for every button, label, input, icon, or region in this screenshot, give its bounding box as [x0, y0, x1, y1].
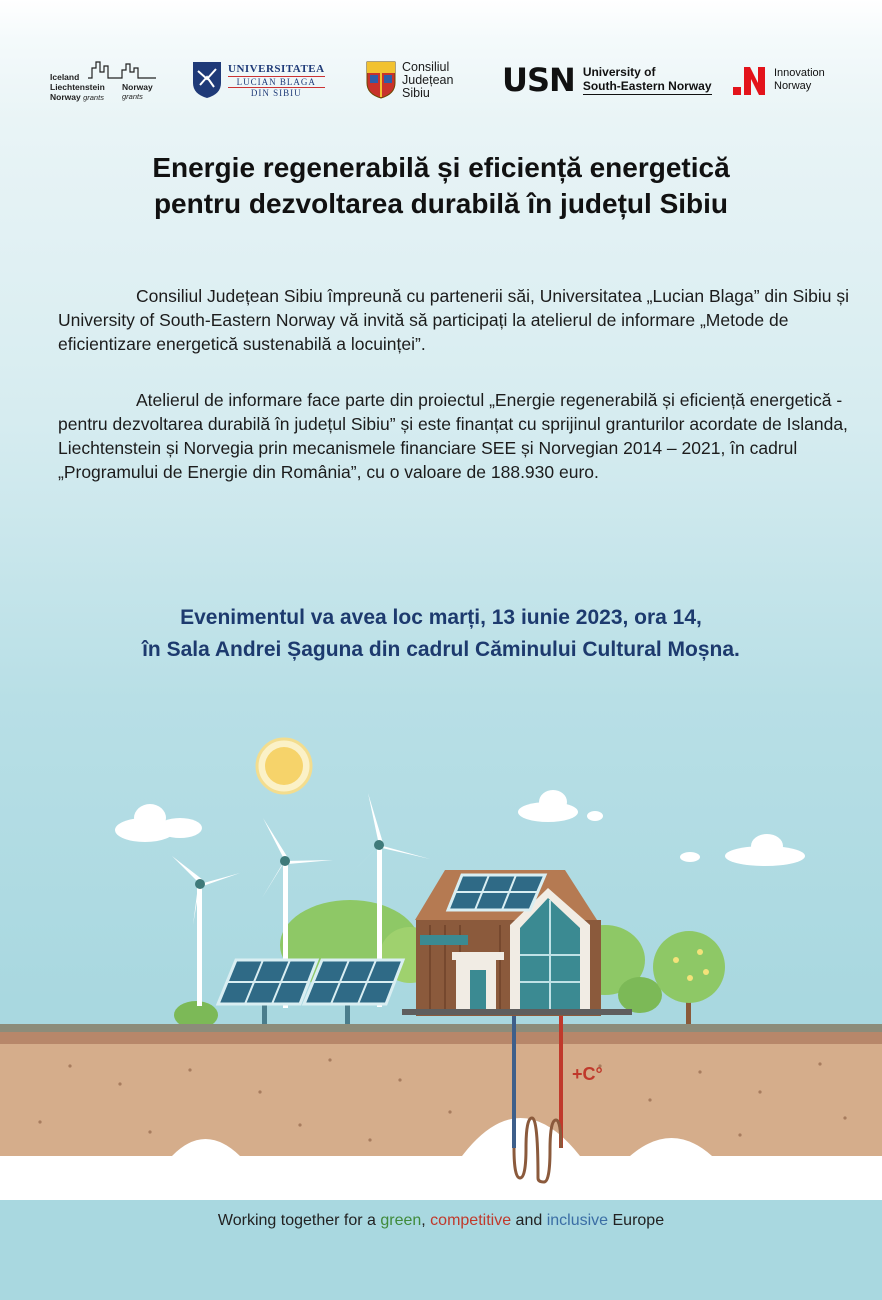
project-paragraph — [58, 388, 858, 484]
eea-line1: Iceland — [50, 72, 80, 82]
eco-house-icon — [402, 870, 632, 1016]
temperature-label: +C° — [572, 1064, 603, 1084]
ulbs-logo — [192, 58, 332, 102]
footer-green: green — [380, 1212, 422, 1229]
solar-panel-icon — [218, 960, 403, 1024]
renewable-energy-illustration — [0, 720, 882, 1200]
sun-icon — [257, 739, 311, 793]
cj-line2: Județean — [402, 72, 454, 87]
eea-grants-logo — [50, 58, 162, 104]
innovation-norway-logo — [732, 60, 842, 100]
eea-grants-word: grants — [83, 93, 104, 102]
usn-line2: South-Eastern Norway — [582, 79, 712, 93]
cj-line3: Sibiu — [402, 85, 430, 100]
consiliul-judetean-logo — [366, 58, 476, 102]
cj-line1: Consiliul — [402, 59, 450, 74]
invitation-paragraph — [58, 284, 858, 356]
invitation-text: Consiliul Județean Sibiu împreună cu partenerii săi, Universitatea „Lucian Blaga” din Sibiu și University of South-Eastern Norway vă invită să participați la atelierul de informare „Metode de eficientizare energetică sustenabilă a locuinței”. — [58, 286, 850, 354]
in-line1: Innovation — [774, 67, 825, 79]
sibiu-coat-of-arms-icon — [366, 61, 396, 99]
footer-inclusive: inclusive — [546, 1212, 609, 1229]
event-line1: Evenimentul va avea loc marți, 13 iunie 2023, ora 14, — [180, 606, 702, 629]
ground — [0, 1024, 882, 1200]
footer-sep1: , — [421, 1212, 431, 1229]
title-line2: pentru dezvoltarea durabilă în județul Sibiu — [153, 188, 729, 219]
footer-post: Europe — [608, 1212, 665, 1229]
event-line2: în Sala Andrei Șaguna din cadrul Căminului Cultural Moșna. — [142, 638, 740, 661]
title-line1: Energie regenerabilă și eficiență energetică — [152, 152, 730, 183]
innovation-norway-mark-icon — [732, 63, 768, 97]
eea-line2: Liechtenstein — [50, 82, 105, 92]
project-text: Atelierul de informare face parte din proiectul „Energie regenerabilă și eficiență energetică - pentru dezvoltarea durabilă în județul Sibiu” și este finanțat cu sprijinul granturilor acordate de Islanda, Liechtenstein și Norvegia prin mecanismele financiare SEE și Norvegian 2014 – 2021, în cadrul „Programului de Energie din România”, cu o valoare de 188.930 euro. — [58, 390, 848, 482]
ulbs-line1: UNIVERSITATEA — [228, 62, 325, 75]
footer-sep2: and — [511, 1212, 547, 1229]
grants-skyline-icon — [88, 58, 158, 82]
ulbs-shield-icon — [192, 61, 222, 99]
poster-title — [40, 150, 842, 222]
footer-competitive: competitive — [430, 1212, 512, 1229]
in-line2: Norway — [774, 80, 812, 92]
norway-grants-line2: grants — [122, 92, 143, 101]
usn-line1: University of — [582, 65, 656, 79]
partner-logos — [0, 52, 882, 112]
tree-icon — [653, 931, 725, 1025]
footer-slogan — [0, 1212, 882, 1230]
usn-mark: USN — [502, 61, 575, 99]
footer-pre: Working together for a — [217, 1212, 381, 1229]
cloud-icon — [115, 790, 805, 866]
event-details — [40, 602, 842, 666]
ulbs-line3: DIN SIBIU — [250, 87, 302, 98]
norway-grants-line1: Norway — [122, 82, 153, 92]
usn-logo — [502, 60, 712, 100]
eea-line3: Norway — [50, 92, 81, 102]
ulbs-line2: LUCIAN BLAGA — [228, 76, 325, 88]
